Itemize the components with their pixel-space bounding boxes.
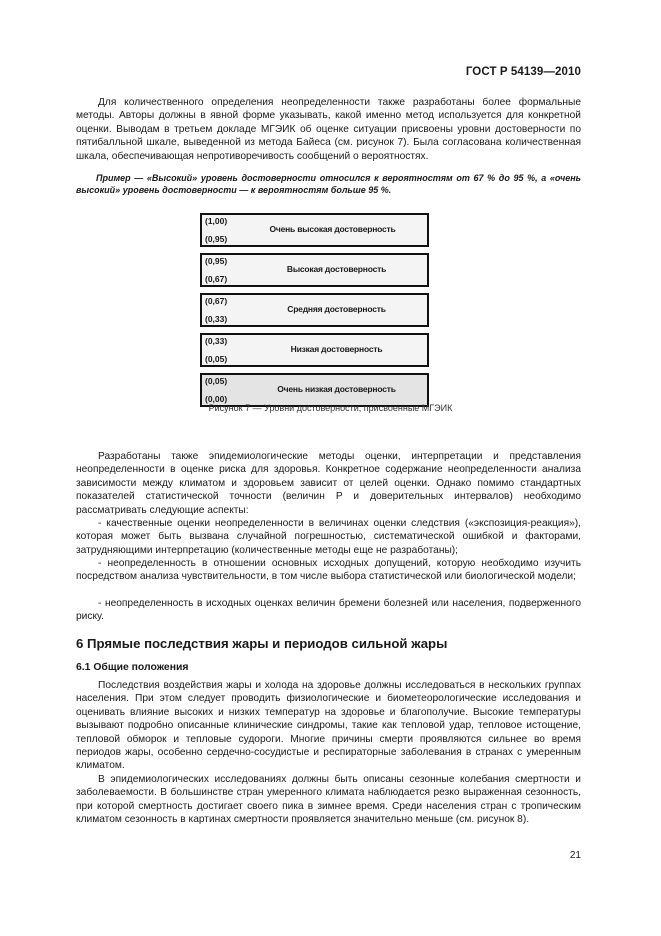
section-heading: 6 Прямые последствия жары и периодов сильной жары (76, 636, 448, 651)
level-lower-bound: (0,33) (205, 314, 228, 324)
subsection-heading: 6.1 Общие положения (76, 662, 189, 673)
level-lower-bound: (0,05) (205, 354, 228, 364)
level-upper-bound: (0,67) (205, 296, 228, 306)
level-very-high (200, 213, 429, 247)
paragraph-epidemiological-methods: Разработаны также эпидемиологические методы оценки, интерпретации и представления неопределенности в оценке риска для здоровья. Конкретное содержание неопределенности анализа зависимости между климатом и здоровьем зависит от целей оценки. Однако помимо стандартных показателей статистической точности (величин P и доверительных интервалов) необходимо рассматривать следующие аспекты: (76, 451, 581, 516)
figure-caption: Рисунок 7 — Уровни достоверности, присвоенные МГЭИК (208, 403, 453, 413)
example-note (76, 172, 581, 196)
level-medium (200, 293, 429, 327)
level-lower-bound: (0,95) (205, 234, 228, 244)
bullet-item: - качественные оценки неопределенности в величинах оценки следствия («экспозиция-реакция»), которая может быть вызвана случайной погрешностью, систематической ошибкой и факторами, затрудняющими интерпретацию (количественные методы еще не разработаны); (76, 518, 581, 556)
level-name: Средняя достоверность (287, 304, 386, 314)
level-upper-bound: (0,95) (205, 256, 228, 266)
level-name: Очень высокая достоверность (269, 224, 396, 234)
document-id: ГОСТ Р 54139—2010 (465, 66, 581, 78)
level-high (200, 253, 429, 287)
level-upper-bound: (1,00) (205, 216, 228, 226)
level-very-low (200, 373, 429, 407)
level-lower-bound: (0,00) (205, 394, 228, 404)
level-name: Очень низкая достоверность (277, 384, 396, 394)
example-label: Пример — (96, 173, 144, 183)
level-lower-bound: (0,67) (205, 274, 228, 284)
paragraph-heat-effects: Последствия воздействия жары и холода на здоровье должны исследоваться в нескольких группах населения. При этом следует проводить физиологические и биометеорологические исследования и оценивать влияние высоких и низких температур на здоровье и благополучие. Высокие температуры вызывают подробно описанные клинические синдромы, такие как тепловой удар, тепловое истощение, тепловой обморок и тепловые судороги. Многие причины смерти проявляются сильнее во время периодов жары, особенно сердечно-сосудистые и респираторные заболевания в странах с умеренным климатом. (76, 680, 581, 772)
level-upper-bound: (0,05) (205, 376, 228, 386)
example-text: «Высокий» уровень достоверности относился к вероятностям от 67 % до 95 %, а «очень высокий» уровень достоверности — к вероятностям больше 95 %. (76, 173, 581, 196)
page-number: 21 (569, 850, 581, 861)
level-low (200, 333, 429, 367)
bullet-item: - неопределенность в отношении основных исходных допущений, которую необходимо изучить посредством анализа чувствительности, в том числе выбора статистической или биологической модели; (76, 558, 581, 583)
confidence-levels-figure (200, 213, 429, 413)
level-name: Низкая достоверность (290, 344, 383, 354)
level-name: Высокая достоверность (286, 264, 387, 274)
bullet-item: - неопределенность в исходных оценках величин бремени болезней или населения, подверженного риску. (76, 598, 581, 623)
paragraph-uncertainty-methods: Для количественного определения неопределенности также разработаны более формальные методы. Авторы должны в явной форме указывать, какой именно метод используется для конкретной оценки. Выводам в третьем докладе МГЭИК об оценке ситуации присвоены уровни достоверности по пятибалльной шкале, выведенной из метода Байеса (см. рисунок 7). Была согласована количественная шкала, обеспечивающая непротиворечивость сообщений о вероятностях. (76, 97, 581, 162)
level-upper-bound: (0,33) (205, 336, 228, 346)
paragraph-seasonal-variation: В эпидемиологических исследованиях должны быть описаны сезонные колебания смертности и заболеваемости. В большинстве стран умеренного климата наблюдается резко выраженная сезонность, при которой смертность достигает своего пика в зимнее время. Среди населения стран с тропическим климатом сезонность в картинах смертности проявляется значительно меньше (см. рисунок 8). (76, 774, 581, 826)
